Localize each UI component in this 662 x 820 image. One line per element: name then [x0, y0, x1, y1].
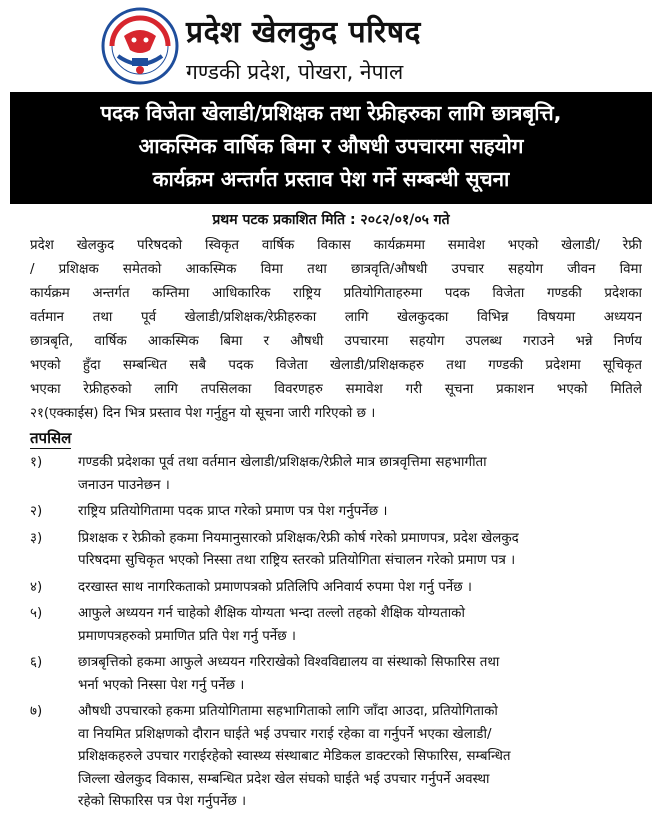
list-item [30, 528, 642, 573]
banner-line: कार्यक्रम अन्तर्गत प्रस्ताव पेश गर्ने सम्बन्धी सूचना [152, 167, 510, 191]
list-item [30, 603, 642, 648]
item-line: रहेको सिफारिस पत्र पेश गर्नुपर्नेछ । [78, 794, 247, 809]
item-number: २) [30, 504, 43, 519]
item-line: जिल्ला खेलकुद विकास, सम्बन्धित प्रदेश खेल संघको घाईते भई उपचार गर्नुपर्ने अवस्था [78, 771, 490, 787]
sports-council-emblem-icon [100, 6, 180, 86]
item-line: प्रशिक्षकहरुले उपचार गराईरहेको स्वास्थ्य संस्थाबाट मेडिकल डाक्टरको सिफारिस, सम्बन्धित [78, 749, 511, 764]
item-number: ४) [30, 579, 43, 595]
item-number: ७) [30, 704, 43, 719]
organization-address: गण्डकी प्रदेश, पोखरा, नेपाल [186, 60, 404, 84]
item-line: जनाउन पाउनेछन । [78, 477, 170, 493]
banner-line: आकस्मिक वार्षिक बिमा र औषधी उपचारमा सहयोग [138, 134, 524, 158]
list-item [30, 501, 642, 524]
item-line: राष्ट्रिय प्रतियोगितामा पदक प्राप्त गरेको प्रमाण पत्र पेश गर्नुपर्नेछ । [78, 504, 388, 519]
item-number: ३) [30, 530, 43, 546]
list-item [30, 652, 642, 697]
item-line: प्रमाणपत्रहरुको प्रमाणित प्रति पेश गर्नु पर्नेछ । [78, 628, 296, 644]
paragraph-line: छात्रबृति, वार्षिक आकस्मिक बिमा र औषधी उपचारमा सहयोग उपलब्ध गराउने भन्ने निर्णय [30, 334, 642, 349]
item-line: आफुले अध्ययन गर्न चाहेको शैक्षिक योग्यता भन्दा तल्लो तहको शैक्षिक योग्यताको [78, 606, 465, 621]
item-line: वा नियमित प्रशिक्षणको दौरान घाईते भई उपचार गराई रहेका वा गर्नुपर्ने भएका खेलाडी/ [78, 726, 492, 742]
paragraph-line: प्रदेश खेलकुद परिषदको स्विकृत वार्षिक विकास कार्यक्रममा समावेश भएको खेलाडी/ रेफ्री [30, 238, 642, 253]
paragraph-line: कार्यक्रम अन्तर्गत कम्तिमा आधिकारिक राष्ट्रिय प्रतियोगिताहरुमा पदक विजेता गण्डकी प्रदेशका [30, 286, 642, 301]
publication-date: प्रथम पटक प्रकाशित मिति : २०८२/०१/०५ गते [212, 212, 450, 228]
letterhead [0, 0, 662, 92]
item-number: ६) [30, 655, 43, 670]
item-number: १) [30, 455, 43, 470]
paragraph-line: वर्तमान तथा पूर्व खेलाडी/प्रशिक्षक/रेफ्रीहरुका लागि खेलकुदका विभिन्न विषयमा अध्ययन [30, 310, 642, 325]
paragraph-line: भएको हुँदा सम्बन्धित सबै पदक विजेता खेलाडी/प्रशिक्षकहरु तथा गण्डकी प्रदेशमा सूचिकृत [30, 358, 642, 373]
notice-title-banner [10, 92, 652, 204]
intro-paragraph [30, 234, 642, 426]
list-item [30, 577, 642, 600]
item-line: प्रिशक्षक र रेफ्रीको हकमा नियमानुसारको प्रशिक्षक/रेफ्री कोर्ष गरेको प्रमाणपत्र, प्रदेश खेलकुद [78, 530, 519, 546]
banner-line: पदक विजेता खेलाडी/प्रशिक्षक तथा रेफ्रीहरुका लागि छात्रबृत्ति, [100, 101, 562, 125]
paragraph-line: / प्रशिक्षक समेतको आकस्मिक विमा तथा छात्रवृति/औषधी उपचार सहयोग जीवन विमा [30, 262, 642, 277]
requirements-list [30, 452, 642, 818]
paragraph-line: २१(एक्काईस) दिन भित्र प्रस्ताव पेश गर्नुहुन यो सूचना जारी गरिएको छ । [30, 406, 376, 421]
organization-title: प्रदेश खेलकुद परिषद [186, 15, 421, 50]
item-line: औषधी उपचारको हकमा प्रतियोगितामा सहभागिताको लागि जाँदा आउदा, प्रतियोगिताको [78, 704, 498, 719]
item-line: गण्डकी प्रदेशका पूर्व तथा वर्तमान खेलाडी/प्रशिक्षक/रेफ्रीले मात्र छात्रवृत्तिमा सहभागीता [78, 455, 487, 470]
item-line: दरखास्त साथ नागरिकताको प्रमाणपत्रको प्रतिलिपि अनिवार्य रुपमा पेश गर्नु पर्नेछ । [78, 579, 472, 595]
item-line: छात्रबृत्तिको हकमा आफुले अध्ययन गरिराखेको विश्वविद्यालय वा संस्थाको सिफारिस तथा [78, 655, 500, 670]
paragraph-line: भएका रेफ्रीहरुको लागि तपसिलका विवरणहरु समावेश गरी सूचना प्रकाशन भएको मितिले [30, 382, 642, 397]
list-item [30, 452, 642, 497]
list-item [30, 701, 642, 814]
item-number: ५) [30, 606, 43, 621]
section-title: तपसिल [30, 429, 72, 447]
item-line: परिषदमा सुचिकृत भएको निस्सा तथा राष्ट्रिय स्तरको प्रतियोगिता संचालन गरेको प्रमाण पत्र । [78, 553, 516, 568]
item-line: भर्ना भएको निस्सा पेश गर्नु पर्नेछ । [78, 677, 245, 693]
